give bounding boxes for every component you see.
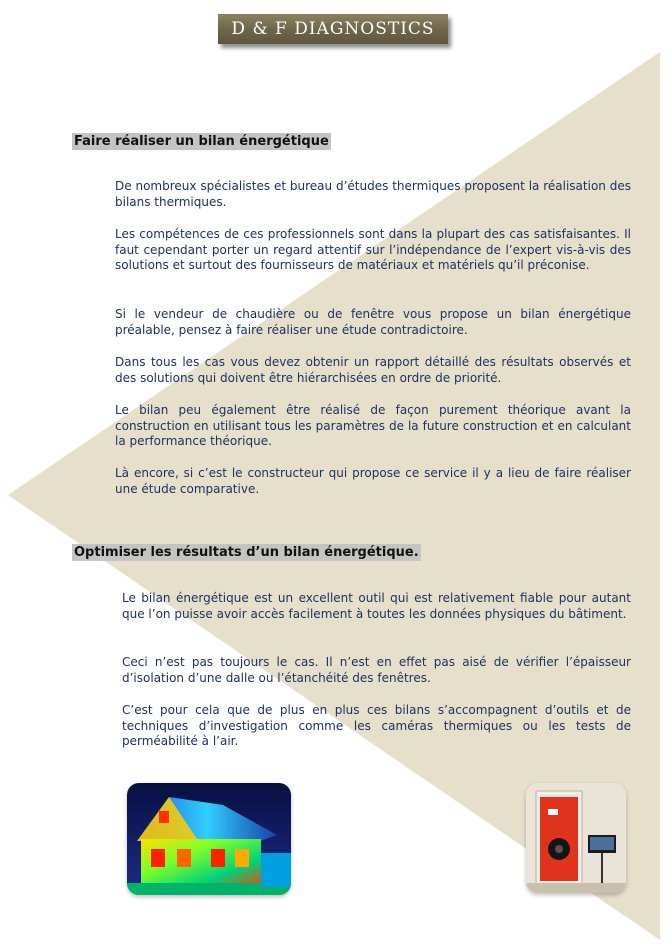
thermal-house-photo xyxy=(127,783,291,895)
paragraph: Dans tous les cas vous devez obtenir un rapport détaillé des résultats observés et des solutions qui doivent être hiérarchisées en ordre de priorité. xyxy=(115,355,631,385)
paragraph: Si le vendeur de chaudière ou de fenêtre vous propose un bilan énergétique préalable, pensez à faire réaliser une étude contradictoire. xyxy=(115,307,631,337)
paragraph: C’est pour cela que de plus en plus ces bilans s’accompagnent d’outils et de techniques d’investigation comme les caméras thermiques ou les tests de perméabilité à l’air. xyxy=(122,703,631,748)
paragraph: Le bilan peu également être réalisé de façon purement théorique avant la construction en utilisant tous les paramètres de la future construction et en calculant la performance théorique. xyxy=(115,403,631,448)
section-title-optimiser: Optimiser les résultats d’un bilan énergétique. xyxy=(74,545,419,560)
paragraph: Ceci n’est pas toujours le cas. Il n’est en effet pas aisé de vérifier l’épaisseur d’isolation d’une dalle ou l’étanchéité des fenêtres. xyxy=(122,655,631,685)
paragraph: Le bilan énergétique est un excellent outil qui est relativement fiable pour autant que l’on puisse avoir accès facilement à toutes les données physiques du bâtiment. xyxy=(122,591,631,621)
paragraph: De nombreux spécialistes et bureau d’études thermiques proposent la réalisation des bilans thermiques. xyxy=(115,179,631,209)
paragraph: Les compétences de ces professionnels sont dans la plupart des cas satisfaisantes. Il faut cependant porter un regard attentif sur l’indépendance de l’expert vis-à-vis des solutions et surtout des fournisseurs de matériaux et matériels qu’il préconise. xyxy=(115,227,631,272)
blower-door-test-photo xyxy=(526,783,626,893)
paragraph: Là encore, si c’est le constructeur qui propose ce service il y a lieu de faire réaliser une étude comparative. xyxy=(115,466,631,496)
company-logo: D & F DIAGNOSTICS xyxy=(218,14,448,44)
section-title-bilan: Faire réaliser un bilan énergétique xyxy=(74,134,329,149)
